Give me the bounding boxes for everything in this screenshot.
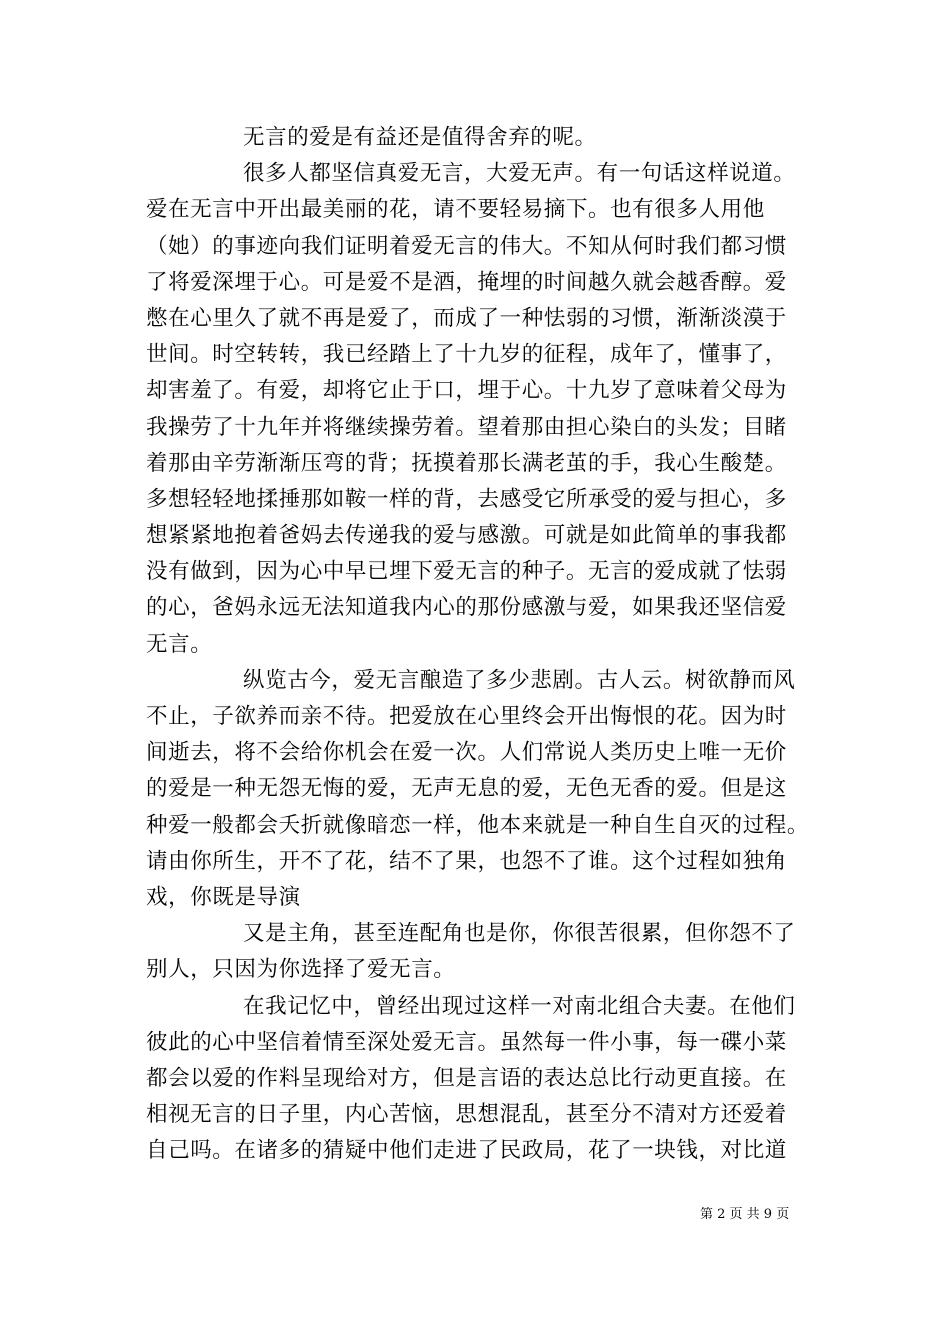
text-line: 又是主角，甚至连配角也是你，你很苦很累，但你怨不了: [243, 921, 796, 947]
text-line: 想紧紧地抱着爸妈去传递我的爱与感激。可就是如此简单的事我都: [146, 523, 787, 549]
text-line: 相视无言的日子里，内心苦恼，思想混乱，甚至分不清对方还爱着: [146, 1102, 787, 1128]
text-line: 却害羞了。有爱，却将它止于口，埋于心。十九岁了意味着父母为: [146, 378, 787, 404]
text-line: 憋在心里久了就不再是爱了，而成了一种怯弱的习惯，渐渐淡漠于: [146, 305, 787, 331]
text-line: 我操劳了十九年并将继续操劳着。望着那由担心染白的头发；目睹: [146, 414, 787, 440]
body-text: [146, 120, 826, 1169]
text-line: 都会以爱的作料呈现给对方，但是言语的表达总比行动更直接。在: [146, 1065, 787, 1091]
text-line: 自己吗。在诸多的猜疑中他们走进了民政局，花了一块钱，对比道: [146, 1138, 787, 1164]
text-line: 别人，只因为你选择了爱无言。: [146, 957, 456, 983]
text-line: 纵览古今，爱无言酿造了多少悲剧。古人云。树欲静而风: [243, 667, 796, 693]
text-line: 的爱是一种无怨无悔的爱，无声无息的爱，无色无香的爱。但是这: [146, 776, 787, 802]
text-line: 间逝去，将不会给你机会在爱一次。人们常说人类历史上唯一无价: [146, 740, 787, 766]
text-line: 着那由辛劳渐渐压弯的背；抚摸着那长满老茧的手，我心生酸楚。: [146, 450, 787, 476]
text-line: 彼此的心中坚信着情至深处爱无言。虽然每一件小事，每一碟小菜: [146, 1029, 787, 1055]
text-line: 了将爱深埋于心。可是爱不是酒，掩埋的时间越久就会越香醇。爱: [146, 269, 787, 295]
text-line: 多想轻轻地揉捶那如鞍一样的背，去感受它所承受的爱与担心，多: [146, 486, 787, 512]
text-line: 没有做到，因为心中早已埋下爱无言的种子。无言的爱成就了怯弱: [146, 559, 787, 585]
text-line: 世间。时空转转，我已经踏上了十九岁的征程，成年了，懂事了，: [146, 342, 787, 368]
text-line: 无言的爱是有益还是值得舍弃的呢。: [243, 125, 597, 150]
text-line: 不止，子欲养而亲不待。把爱放在心里终会开出悔恨的花。因为时: [146, 704, 787, 729]
text-line: （她）的事迹向我们证明着爱无言的伟大。不知从何时我们都习惯: [146, 233, 787, 259]
text-line: 在我记忆中，曾经出现过这样一对南北组合夫妻。在他们: [243, 993, 796, 1019]
text-line: 爱在无言中开出最美丽的花，请不要轻易摘下。也有很多人用他: [146, 197, 765, 223]
text-line: 戏，你既是导演: [146, 884, 301, 910]
page-number: 第 2 页 共 9 页: [700, 1207, 790, 1222]
text-line: 很多人都坚信真爱无言，大爱无声。有一句话这样说道。: [243, 161, 796, 187]
text-line: 请由你所生，开不了花，结不了果，也怨不了谁。这个过程如独角: [146, 848, 787, 874]
text-line: 无言。: [146, 631, 213, 657]
text-line: 种爱一般都会夭折就像暗恋一样，他本来就是一种自生自灭的过程。: [146, 812, 810, 838]
text-line: 的心，爸妈永远无法知道我内心的那份感激与爱，如果我还坚信爱: [146, 595, 787, 621]
